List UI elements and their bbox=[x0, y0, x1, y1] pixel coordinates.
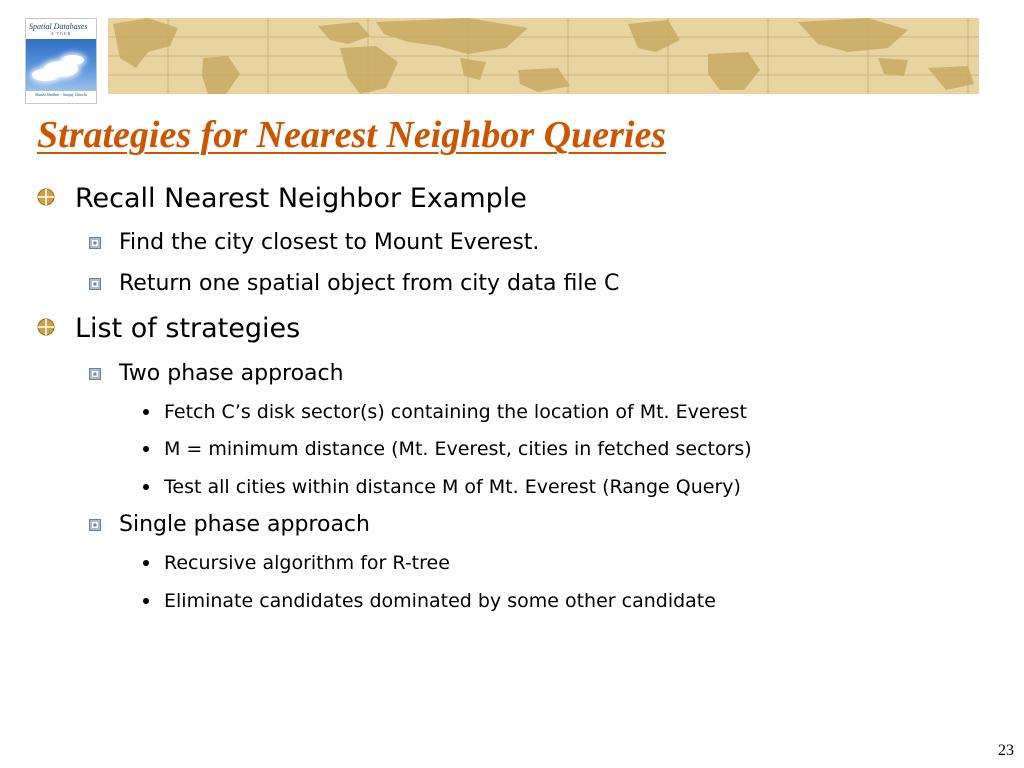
outline-item-level2: Find the city closest to Mount Everest. bbox=[119, 230, 540, 255]
square-bullet-icon bbox=[89, 368, 101, 380]
dot-bullet-icon bbox=[143, 446, 149, 452]
book-cover-subtitle: A TOUR bbox=[50, 31, 72, 36]
slide-page-number: 23 bbox=[998, 742, 1014, 759]
dot-bullet-icon bbox=[143, 598, 149, 604]
outline-item-level2: Two phase approach bbox=[119, 361, 344, 386]
gold-disc-bullet-icon bbox=[37, 318, 55, 336]
outline-item-level3: M = minimum distance (Mt. Everest, cities in fetched sectors) bbox=[164, 438, 752, 460]
outline-item-level3: Fetch C’s disk sector(s) containing the location of Mt. Everest bbox=[164, 401, 748, 423]
outline-item-level3: Recursive algorithm for R-tree bbox=[164, 552, 450, 574]
square-bullet-icon bbox=[89, 237, 101, 249]
outline-item-level1: Recall Nearest Neighbor Example bbox=[75, 183, 527, 214]
gold-disc-bullet-icon bbox=[37, 188, 55, 206]
outline-item-level2: Return one spatial object from city data file C bbox=[119, 271, 620, 296]
book-cover-title: Spatial Databases bbox=[29, 22, 88, 31]
dot-bullet-icon bbox=[143, 484, 149, 490]
book-cover-authors: Shashi Shekhar · Sanjay Chawla bbox=[34, 92, 88, 97]
outline-item-level3: Eliminate candidates dominated by some other candidate bbox=[164, 590, 716, 612]
outline-item-level3: Test all cities within distance M of Mt. Everest (Range Query) bbox=[164, 476, 741, 498]
slide-title: Strategies for Nearest Neighbor Queries bbox=[37, 114, 667, 156]
square-bullet-icon bbox=[89, 278, 101, 290]
dot-bullet-icon bbox=[143, 409, 149, 415]
dot-bullet-icon bbox=[143, 560, 149, 566]
square-bullet-icon bbox=[89, 519, 101, 531]
outline-item-level1: List of strategies bbox=[75, 313, 301, 344]
outline-item-level2: Single phase approach bbox=[119, 512, 370, 537]
